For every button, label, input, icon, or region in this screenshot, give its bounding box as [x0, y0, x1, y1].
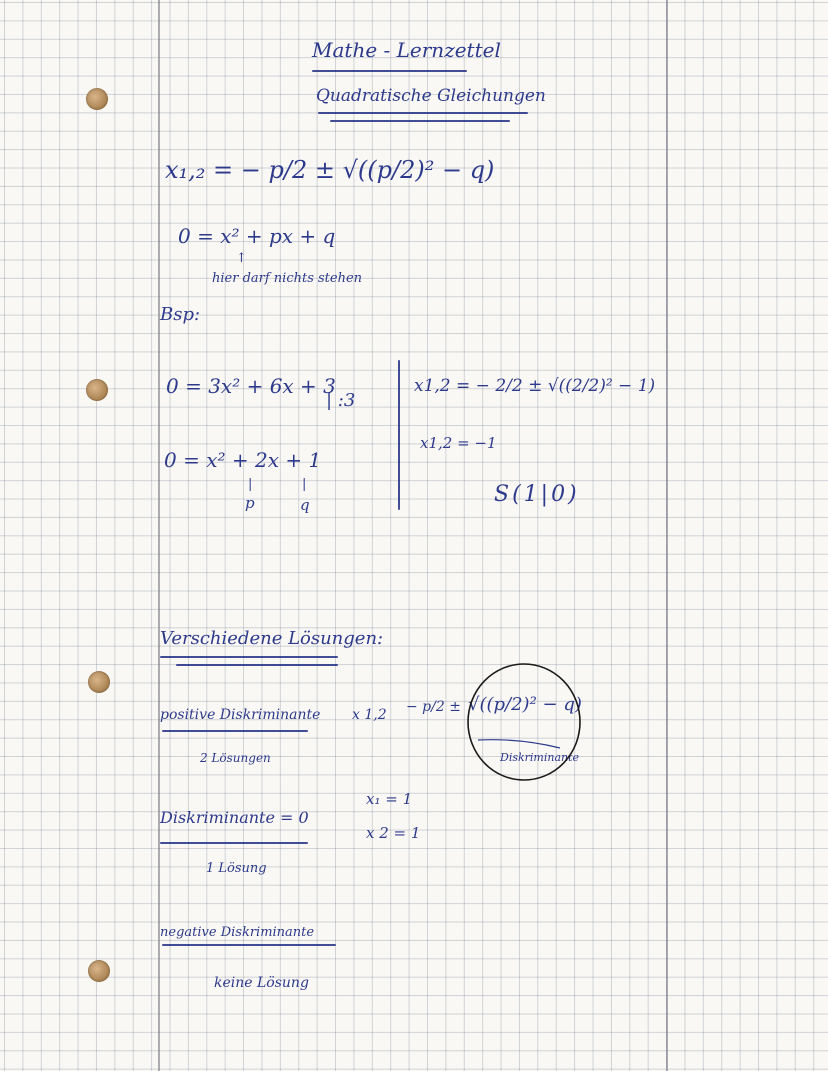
case-zero-result: 1 Lösung: [206, 861, 267, 876]
solution-result: x1,2 = −1: [420, 434, 497, 452]
normal-form-equation: 0 = x² + px + q: [178, 224, 336, 248]
case-positive-result: 2 Lösungen: [200, 751, 271, 765]
case-positive-label: positive Diskriminante: [160, 707, 321, 723]
pq-formula: x₁,₂ = − p/2 ± √((p/2)² − q): [165, 156, 495, 184]
case-negative-label: negative Diskriminante: [160, 925, 315, 940]
example-divide-step: | :3: [326, 390, 356, 411]
arrow-up-icon: ↑: [236, 251, 247, 266]
case-zero-x1: x₁ = 1: [366, 790, 413, 808]
section-heading: Verschiedene Lösungen:: [160, 628, 384, 649]
tick-mark: |: [248, 477, 253, 492]
case-zero-x2: x 2 = 1: [366, 824, 421, 842]
example-equation-2: 0 = x² + 2x + 1: [164, 448, 322, 472]
example-p-label: p: [245, 494, 255, 512]
page-title: Mathe - Lernzettel: [312, 38, 501, 62]
case-negative-result: keine Lösung: [214, 975, 309, 991]
example-equation-1: 0 = 3x² + 6x + 3: [166, 374, 336, 398]
example-q-label: q: [300, 496, 310, 514]
example-label: Bsp:: [160, 304, 201, 325]
solution-formula: x1,2 = − 2/2 ± √((2/2)² − 1): [414, 376, 656, 396]
formula-middle: − p/2 ±: [406, 699, 461, 715]
case-zero-label: Diskriminante = 0: [160, 808, 309, 827]
solution-point: S(1|0): [494, 482, 580, 507]
page-subtitle: Quadratische Gleichungen: [316, 86, 546, 106]
tick-mark: |: [302, 477, 307, 492]
discriminant-label: Diskriminante: [500, 751, 580, 764]
formula-root: √((p/2)² − q): [468, 694, 582, 715]
normal-form-note: hier darf nichts stehen: [212, 271, 363, 286]
formula-label: x 1,2: [352, 707, 387, 723]
